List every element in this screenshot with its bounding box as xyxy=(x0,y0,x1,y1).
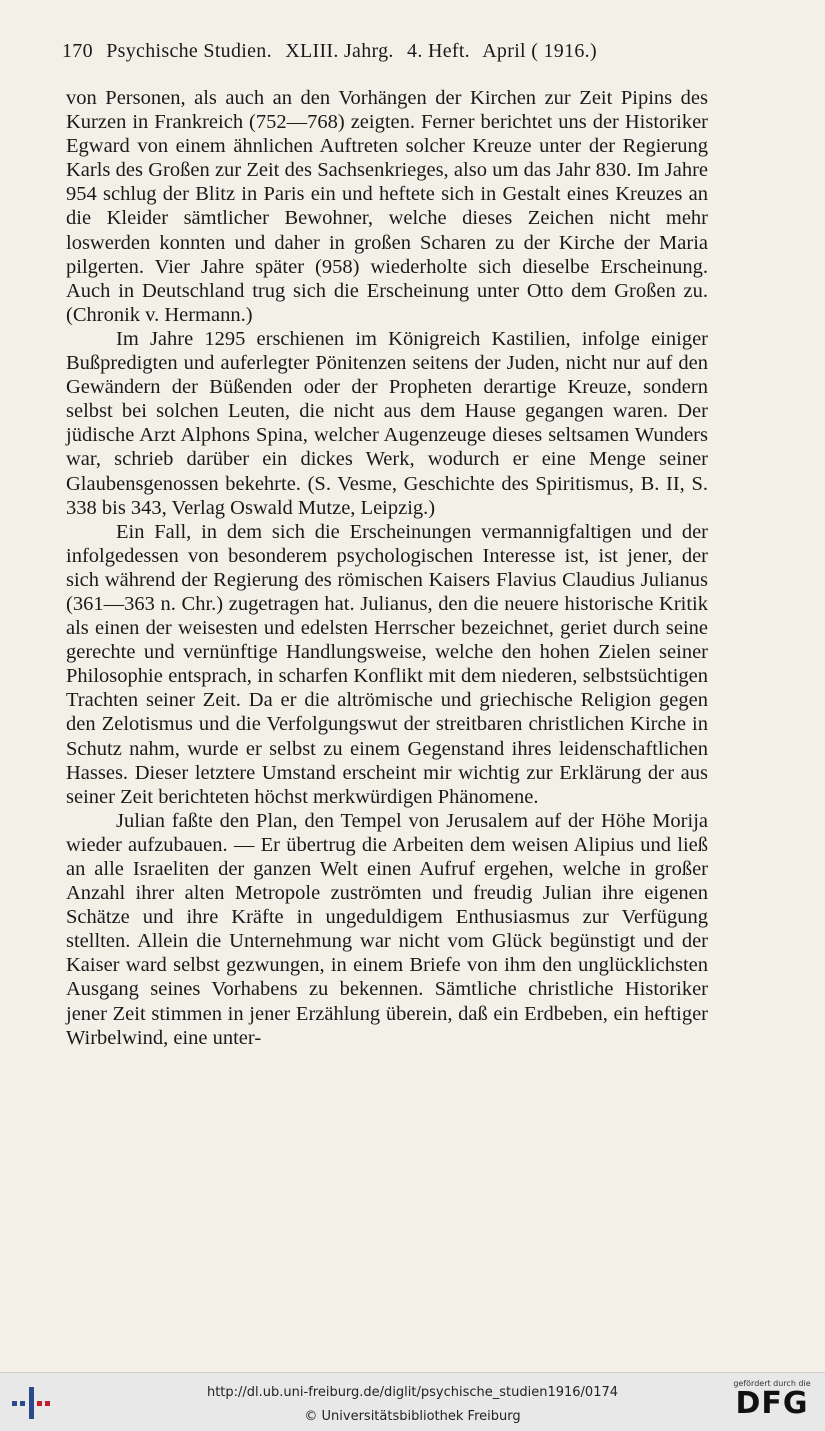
paragraph: von Personen, als auch an den Vorhängen der Kirchen zur Zeit Pipins des Kurzen in Frankreich (752—768) zeigten. Ferner berichtet uns der Historiker Egward von einem ähnlichen Auftreten solcher Kreuze unter der Regierung Karls des Großen zur Zeit des Sachsenkrieges, also um das Jahr 830. Im Jahre 954 schlug der Blitz in Paris ein und heftete sich in Gestalt eines Kreuzes an die Kleider sämtlicher Bewohner, welche dieses Zeichen nicht mehr loswerden konnten und daher in großen Scharen zu der Kirche der Maria pilgerten. Vier Jahre später (958) wiederholte sich dieselbe Erscheinung. Auch in Deutschland trug sich die Erscheinung unter Otto dem Großen zu. (Chronik v. Hermann.) xyxy=(66,87,708,326)
journal-title: Psychische Studien. xyxy=(106,40,272,62)
copyright: © Universitätsbibliothek Freiburg xyxy=(304,1409,521,1424)
page-number: 170 xyxy=(62,40,93,62)
dfg-logo xyxy=(729,1379,815,1427)
running-header xyxy=(62,40,722,63)
paragraph: Im Jahre 1295 erschienen im Königreich Kastilien, infolge einiger Bußpredigten und auferlegter Pönitenzen seitens der Juden, nicht nur auf den Gewändern der Büßenden oder der Propheten derartige Kreuze, sondern selbst bei solchen Leuten, die nicht aus dem Hause gegangen waren. Der jüdische Arzt Alphons Spina, welcher Augenzeuge dieses seltsamen Wunders war, schrieb darüber ein dickes Werk, wodurch er eine Menge seiner Glaubensgenossen bekehrte. (S. Vesme, Geschichte des Spiritismus, B. II, S. 338 bis 343, Verlag Oswald Mutze, Leipzig.) xyxy=(66,327,708,519)
volume: XLIII. Jahrg. xyxy=(285,40,394,62)
document-url[interactable]: http://dl.ub.uni-freiburg.de/diglit/psychische_studien1916/0174 xyxy=(206,1385,619,1400)
issue-date: April ( 1916.) xyxy=(482,40,597,62)
sponsor-caption: gefördert durch die xyxy=(733,1379,811,1388)
body-text xyxy=(66,86,708,1050)
viewer-footer xyxy=(0,1372,825,1431)
issue: 4. Heft. xyxy=(407,40,470,62)
paragraph: Ein Fall, in dem sich die Erscheinungen vermannigfaltigen und der infolgedessen von besonderem psychologischen Interesse ist, ist jener, der sich während der Regierung des römischen Kaisers Flavius Claudius Julianus (361—363 n. Chr.) zugetragen hat. Julianus, den die neuere historische Kritik als einen der weisesten und edelsten Herrscher bezeichnet, geriet durch seine gerechte und vernünftige Handlungsweise, welche den hohen Zielen seiner Philosophie entsprach, in scharfen Konflikt mit dem niederen, selbstsüchtigen Trachten seiner Zeit. Da er die altrömische und griechische Religion gegen den Zelotismus und die Verfolgungswut der streitbaren christlichen Kirche in Schutz nahm, wurde er selbst zu einem Gegenstand ihres leidenschaftlichen Hasses. Dieser letztere Umstand erscheint mir wichtig zur Erklärung der aus seiner Zeit berichteten höchst merkwürdigen Phänomene. xyxy=(66,520,708,808)
paragraph: Julian faßte den Plan, den Tempel von Jerusalem auf der Höhe Morija wieder aufzubauen. — Er übertrug die Arbeiten dem weisen Alipius und ließ an alle Israeliten der ganzen Welt einen Aufruf ergehen, welche in großer Anzahl ihrer alten Metropole zuströmten und freudig Julian ihre eigenen Schätze und ihre Kräfte in ungeduldigem Enthusiasmus zur Verfügung stellten. Allein die Unternehmung war nicht vom Glück begünstigt und der Kaiser ward selbst gezwungen, in einem Briefe von ihm den unglücklichsten Ausgang seines Vorhabens zu bekennen. Sämtliche christliche Historiker jener Zeit stimmen in jener Erzählung überein, daß ein Erdbeben, ein heftiger Wirbelwind, eine unter- xyxy=(66,809,708,1049)
dfg-logo-text: DFG xyxy=(735,1386,809,1421)
